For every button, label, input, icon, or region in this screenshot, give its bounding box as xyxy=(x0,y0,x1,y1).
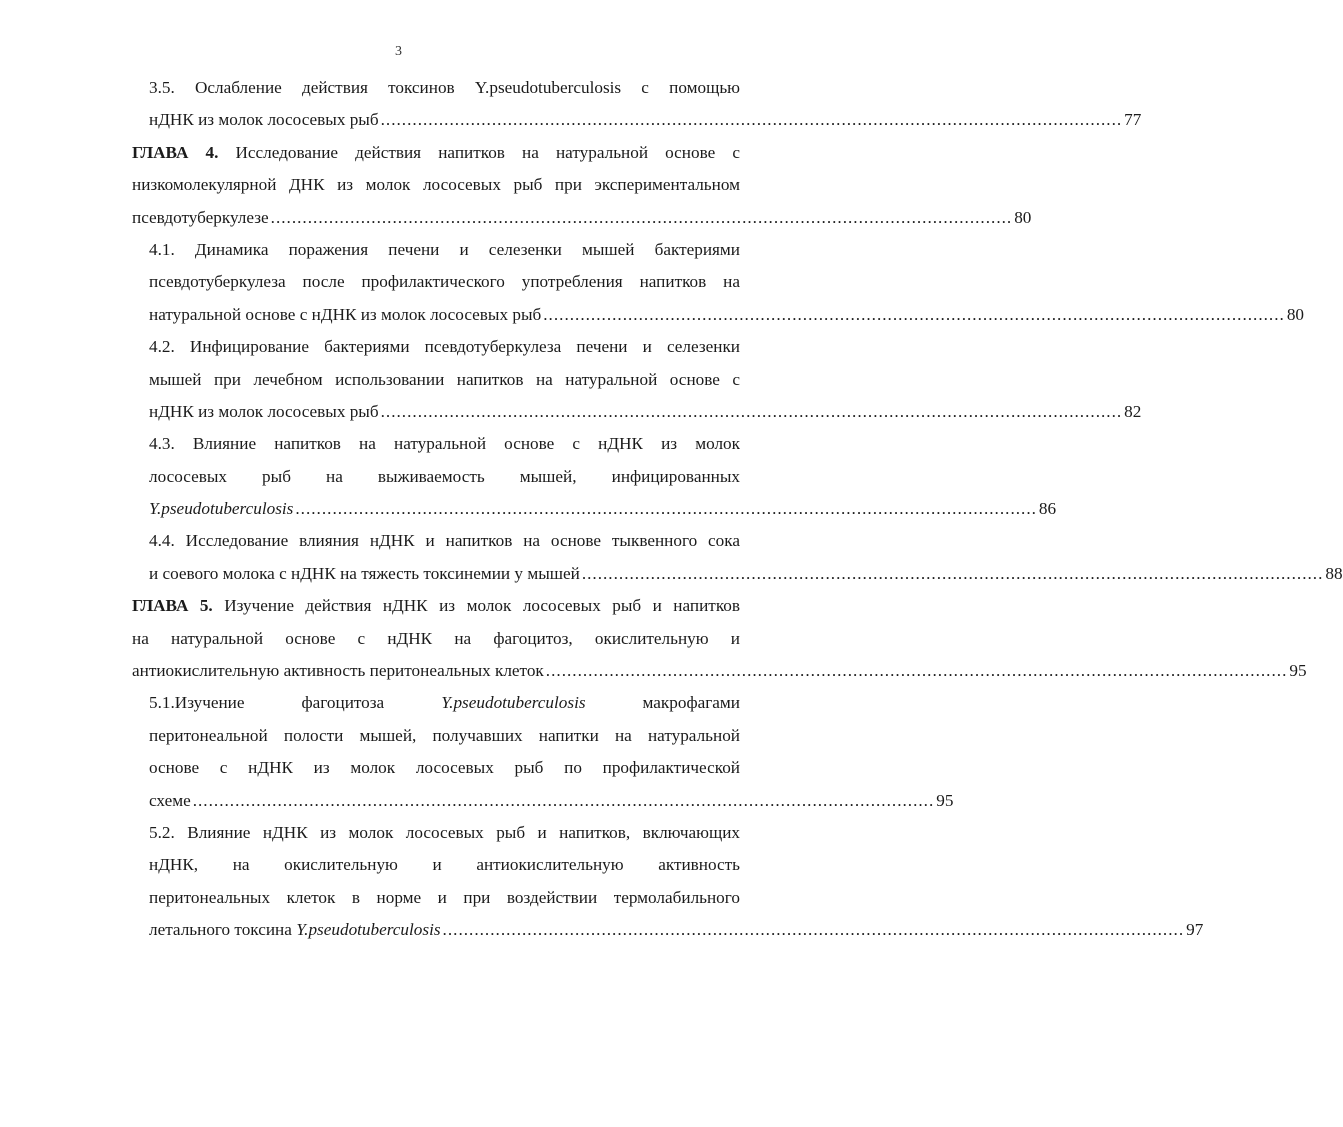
toc-page-number[interactable]: 80 xyxy=(1014,207,1032,227)
toc-line: на натуральной основе с нДНК на фагоцитоз, окислительную и xyxy=(132,628,740,648)
toc-chapter-4 xyxy=(132,137,1032,234)
toc-line xyxy=(149,687,740,719)
toc-entry-3-5 xyxy=(149,72,1142,137)
toc-line-italic: Y.pseudotuberculosis xyxy=(441,693,586,713)
toc-line-last xyxy=(149,396,1142,428)
toc-line-last xyxy=(149,558,1343,590)
toc-line-last xyxy=(149,785,954,817)
chapter-title: Исследование действия напитков на натуральной основе с xyxy=(218,142,740,162)
toc-line-last xyxy=(149,914,1204,946)
dot-leader: ............................................................................................................................................ xyxy=(581,563,1324,583)
toc-line: 4.4. Исследование влияния нДНК и напитков на основе тыквенного сока xyxy=(149,531,740,551)
table-of-contents xyxy=(132,72,1343,947)
toc-entry-text-part: летального токсина xyxy=(149,920,292,940)
toc-line: 3.5. Ослабление действия токсинов Y.pseudotuberculosis с помощью xyxy=(149,78,740,97)
toc-entry-4-3 xyxy=(149,428,1057,525)
toc-line: 4.1. Динамика поражения печени и селезенки мышей бактериями xyxy=(149,239,740,259)
toc-entry-5-1 xyxy=(149,687,954,817)
toc-page-number[interactable]: 97 xyxy=(1186,920,1204,940)
toc-line: лососевых рыб на выживаемость мышей, инфицированных xyxy=(149,466,740,486)
toc-entry-4-2 xyxy=(149,331,1142,428)
toc-entry-text: Y.pseudotuberculosis xyxy=(149,499,294,519)
dot-leader: ............................................................................................................................................ xyxy=(442,920,1185,940)
toc-entry-text: нДНК из молок лососевых рыб xyxy=(149,110,379,130)
chapter-title: Изучение действия нДНК из молок лососевых рыб и напитков xyxy=(212,596,741,616)
dot-leader: ............................................................................................................................................ xyxy=(270,207,1013,227)
toc-line-part: 5.1.Изучение фагоцитоза xyxy=(149,693,385,713)
toc-entry-text xyxy=(149,914,441,946)
toc-line-last xyxy=(149,493,1057,525)
toc-page-number[interactable]: 95 xyxy=(1289,661,1307,681)
toc-entry-text: схеме xyxy=(149,790,191,810)
toc-line xyxy=(132,137,740,169)
dot-leader: ............................................................................................................................................ xyxy=(192,790,935,810)
toc-line: псевдотуберкулеза после профилактического употребления напитков на xyxy=(149,272,740,292)
chapter-label: ГЛАВА 5. xyxy=(132,596,213,616)
dot-leader: ............................................................................................................................................ xyxy=(380,110,1123,130)
toc-entry-text: нДНК из молок лососевых рыб xyxy=(149,401,379,421)
toc-line: 5.2. Влияние нДНК из молок лососевых рыб и напитков, включающих xyxy=(149,822,740,842)
toc-line: мышей при лечебном использовании напитков на натуральной основе с xyxy=(149,369,740,389)
toc-page-number[interactable]: 80 xyxy=(1286,304,1304,324)
toc-line: перитонеальных клеток в норме и при воздействии термолабильного xyxy=(149,887,740,907)
chapter-label: ГЛАВА 4. xyxy=(132,142,219,162)
toc-page-number[interactable]: 86 xyxy=(1038,499,1057,519)
toc-entry-text: натуральной основе с нДНК из молок лососевых рыб xyxy=(149,304,542,324)
toc-line: 4.3. Влияние напитков на натуральной основе с нДНК из молок xyxy=(149,434,740,454)
toc-page-number[interactable]: 88 xyxy=(1325,563,1343,583)
toc-line: нДНК, на окислительную и антиокислительную активность xyxy=(149,855,740,875)
toc-page-number[interactable]: 82 xyxy=(1124,401,1142,421)
page-number: 3 xyxy=(395,44,402,59)
toc-page-number[interactable]: 77 xyxy=(1124,110,1142,130)
dot-leader: ............................................................................................................................................ xyxy=(380,401,1123,421)
toc-line-last xyxy=(149,104,1142,136)
dot-leader: ............................................................................................................................................ xyxy=(545,661,1288,681)
toc-entry-4-4 xyxy=(149,525,1343,590)
toc-chapter-5 xyxy=(132,590,1307,687)
toc-entry-text: псевдотуберкулезе xyxy=(132,207,269,227)
toc-line-part: макрофагами xyxy=(642,693,740,713)
toc-line: 4.2. Инфицирование бактериями псевдотуберкулеза печени и селезенки xyxy=(149,337,740,357)
toc-entry-4-1 xyxy=(149,234,1304,331)
toc-line-last xyxy=(132,202,1032,234)
toc-line xyxy=(132,590,740,622)
dot-leader: ............................................................................................................................................ xyxy=(295,499,1037,519)
toc-line: перитонеальной полости мышей, получавших напитки на натуральной xyxy=(149,725,740,745)
toc-line-last xyxy=(149,299,1304,331)
toc-entry-5-2 xyxy=(149,817,1204,947)
dot-leader: ............................................................................................................................................ xyxy=(543,304,1285,324)
toc-line: низкомолекулярной ДНК из молок лососевых рыб при экспериментальном xyxy=(132,175,740,195)
toc-line: основе с нДНК из молок лососевых рыб по профилактической xyxy=(149,758,740,778)
toc-line-last xyxy=(132,655,1307,687)
toc-page-number[interactable]: 95 xyxy=(936,790,954,810)
toc-entry-text-italic: Y.pseudotuberculosis xyxy=(296,920,441,940)
toc-entry-text: антиокислительную активность перитонеальных клеток xyxy=(132,661,544,681)
toc-entry-text: и соевого молока с нДНК на тяжесть токсинемии у мышей xyxy=(149,563,580,583)
